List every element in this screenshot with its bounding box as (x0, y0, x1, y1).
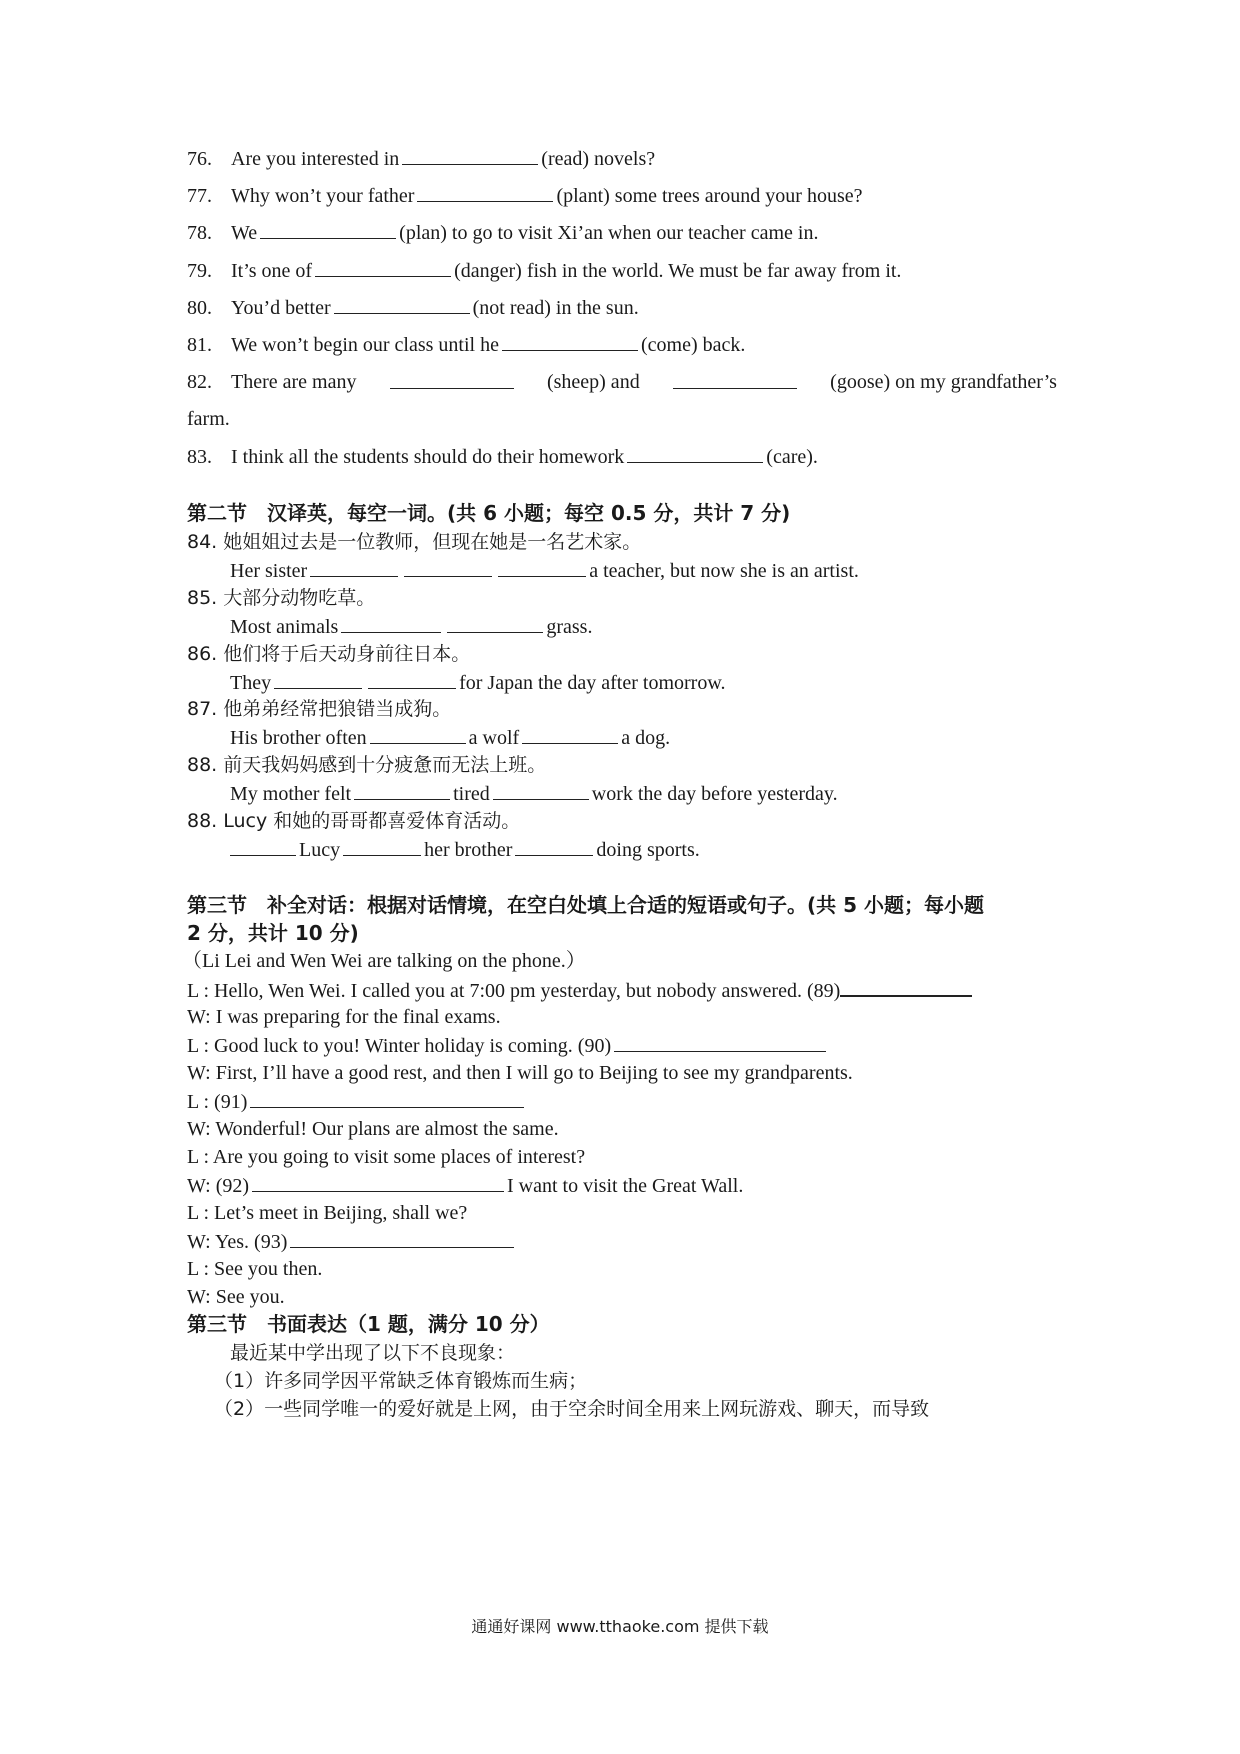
answer-blank[interactable] (502, 332, 638, 351)
dialog-line: L : Let’s meet in Beijing, shall we? (187, 1202, 468, 1224)
exercise-80: 80. You’d better (not read) in the sun. (187, 297, 639, 319)
answer-blank[interactable] (368, 670, 456, 689)
answer-blank[interactable] (522, 725, 618, 744)
answer-blank[interactable] (840, 977, 972, 997)
exercise-cn: 86. 他们将于后天动身前往日本。 (187, 643, 471, 665)
answer-blank[interactable] (260, 220, 396, 239)
exercise-en: His brother often a wolf a dog. (230, 727, 671, 749)
exercise-83: 83. I think all the students should do their homework (care). (187, 446, 818, 468)
section-heading: 第三节 书面表达（1 题，满分 10 分） (187, 1312, 550, 1336)
exercise-cn: 84. 她姐姐过去是一位教师，但现在她是一名艺术家。 (187, 531, 642, 553)
dialog-line: L : See you then. (187, 1258, 323, 1280)
answer-blank[interactable] (334, 295, 470, 314)
answer-blank[interactable] (493, 781, 589, 800)
dialog-line-93: W: Yes. (93) (187, 1229, 517, 1254)
dialog-line-92: W: (92) I want to visit the Great Wall. (187, 1175, 744, 1197)
answer-blank[interactable] (515, 837, 593, 856)
writing-prompt: （1）许多同学因平常缺乏体育锻炼而生病； (214, 1370, 588, 1392)
answer-blank[interactable] (402, 146, 538, 165)
exercise-en: They for Japan the day after tomorrow. (230, 672, 726, 694)
dialog-line: W: Wonderful! Our plans are almost the same. (187, 1118, 559, 1140)
answer-blank[interactable] (310, 558, 398, 577)
dialog-line-90: L : Good luck to you! Winter holiday is coming. (90) (187, 1033, 829, 1058)
answer-blank[interactable] (404, 558, 492, 577)
answer-blank[interactable] (390, 370, 514, 389)
answer-blank[interactable] (498, 558, 586, 577)
exercise-en: Lucy her brother doing sports. (230, 837, 700, 862)
answer-blank[interactable] (673, 370, 797, 389)
writing-prompt: 最近某中学出现了以下不良现象： (230, 1342, 516, 1364)
section-heading: 第三节 补全对话：根据对话情境，在空白处填上合适的短语或句子。(共 5 小题；每小题 (187, 893, 984, 917)
answer-blank[interactable] (354, 781, 450, 800)
exercise-cn: 88. 前天我妈妈感到十分疲惫而无法上班。 (187, 754, 547, 776)
exercise-cn: 88. Lucy 和她的哥哥都喜爱体育活动。 (187, 810, 521, 832)
answer-blank[interactable] (370, 725, 466, 744)
exercise-cn: 85. 大部分动物吃草。 (187, 587, 376, 609)
exercise-77: 77. Why won’t your father (plant) some trees around your house? (187, 185, 863, 207)
answer-blank[interactable] (417, 183, 553, 202)
section-heading: 第二节 汉译英，每空一词。(共 6 小题；每空 0.5 分，共计 7 分) (187, 501, 791, 525)
exercise-79: 79. It’s one of (danger) fish in the world. We must be far away from it. (187, 260, 902, 282)
exercise-82-cont: farm. (187, 408, 230, 430)
exercise-en: Her sister a teacher, but now she is an artist. (230, 560, 859, 582)
answer-blank[interactable] (252, 1173, 504, 1192)
answer-blank[interactable] (274, 670, 362, 689)
page-footer: 通通好课网 www.tthaoke.com 提供下载 (471, 1617, 769, 1636)
dialog-line: L : Are you going to visit some places of interest? (187, 1146, 586, 1168)
exercise-78: 78. We (plan) to go to visit Xi’an when our teacher came in. (187, 222, 819, 244)
exercise-82: 82. There are many (sheep) and (goose) on my grandfather’s (187, 371, 1057, 393)
answer-blank[interactable] (341, 614, 441, 633)
answer-blank[interactable] (614, 1033, 826, 1052)
writing-prompt: （2）一些同学唯一的爱好就是上网，由于空余时间全用来上网玩游戏、聊天，而导致 (214, 1398, 930, 1420)
exercise-en: My mother felt tired work the day before yesterday. (230, 783, 838, 805)
exercise-81: 81. We won’t begin our class until he (come) back. (187, 334, 746, 356)
answer-blank[interactable] (447, 614, 543, 633)
exercise-76: 76. Are you interested in (read) novels? (187, 148, 656, 170)
answer-blank[interactable] (230, 837, 296, 856)
answer-blank[interactable] (627, 444, 763, 463)
exercise-cn: 87. 他弟弟经常把狼错当成狗。 (187, 698, 452, 720)
dialog-line: W: See you. (187, 1286, 285, 1308)
dialog-intro: （Li Lei and Wen Wei are talking on the phone.） (182, 950, 586, 972)
dialog-line: W: First, I’ll have a good rest, and then I will go to Beijing to see my grandparents. (187, 1062, 853, 1084)
dialog-line: W: I was preparing for the final exams. (187, 1006, 501, 1028)
answer-blank[interactable] (290, 1229, 514, 1248)
dialog-line-89: L : Hello, Wen Wei. I called you at 7:00 pm yesterday, but nobody answered. (89) (187, 977, 972, 1003)
dialog-line-91: L : (91) (187, 1089, 527, 1114)
section-heading-cont: 2 分，共计 10 分) (187, 921, 359, 945)
answer-blank[interactable] (343, 837, 421, 856)
answer-blank[interactable] (250, 1089, 524, 1108)
answer-blank[interactable] (315, 258, 451, 277)
exercise-en: Most animals grass. (230, 616, 593, 638)
